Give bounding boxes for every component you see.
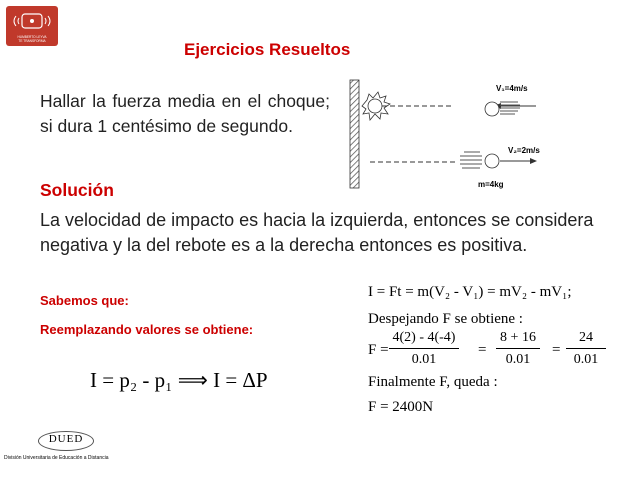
equation-despejando: Despejando F se obtiene : [368, 311, 523, 327]
fraction-2-denominator: 0.01 [505, 352, 531, 367]
fraction-3-numerator: 24 [579, 330, 593, 345]
fraction-3-denominator: 0.01 [573, 352, 599, 367]
fraction-2-bar [496, 348, 540, 349]
dued-caption: División Universitaria de Educación a Distancia [4, 455, 109, 461]
ball-incoming [485, 102, 499, 116]
equals-sign-2: = [552, 342, 561, 358]
logo-emblem-icon [6, 8, 58, 34]
collision-diagram [340, 76, 630, 196]
sabemos-label: Sabemos que: [40, 293, 129, 308]
reemplazando-label: Reemplazando valores se obtiene: [40, 322, 254, 337]
mass-label: m=4kg [478, 180, 504, 189]
v2-label: V₂=2m/s [508, 146, 540, 155]
fraction-1-numerator: 4(2) - 4(-4) [392, 330, 456, 345]
ball-rebound [485, 154, 499, 168]
problem-statement: Hallar la fuerza media en el choque; si dura 1 centésimo de segundo. [40, 91, 330, 136]
impulse-formula: I = p₂ - p₁ ⟹ I = ΔP [90, 368, 268, 392]
fraction-1-denominator: 0.01 [411, 352, 437, 367]
solution-heading: Solución [40, 180, 114, 200]
equation-result: F = 2400N [368, 399, 434, 415]
v1-label: V₁=4m/s [496, 84, 528, 93]
fraction-1-bar [389, 348, 459, 349]
equation-finalmente: Finalmente F, queda : [368, 374, 498, 390]
equals-sign-1: = [478, 342, 487, 358]
institution-logo [6, 6, 58, 46]
fraction-3-bar [566, 348, 606, 349]
explanation-text: La velocidad de impacto es hacia la izquierda, entonces se considera negativa y la del rebote es a la derecha entonces es positiva. [40, 210, 594, 255]
wall [350, 80, 359, 188]
page-title: Ejercicios Resueltos [184, 40, 351, 59]
logo-caption: HUMBERTO LEYVA TE TRANSFORMA [17, 35, 47, 43]
dued-logo-text: DUED [48, 433, 84, 445]
fraction-2-numerator: 8 + 16 [500, 330, 536, 345]
equation-f-label: F = [368, 342, 389, 358]
equation-impulse: I = Ft = m(V₂ - V₁) = mV₂ - mV₁; [368, 284, 572, 300]
